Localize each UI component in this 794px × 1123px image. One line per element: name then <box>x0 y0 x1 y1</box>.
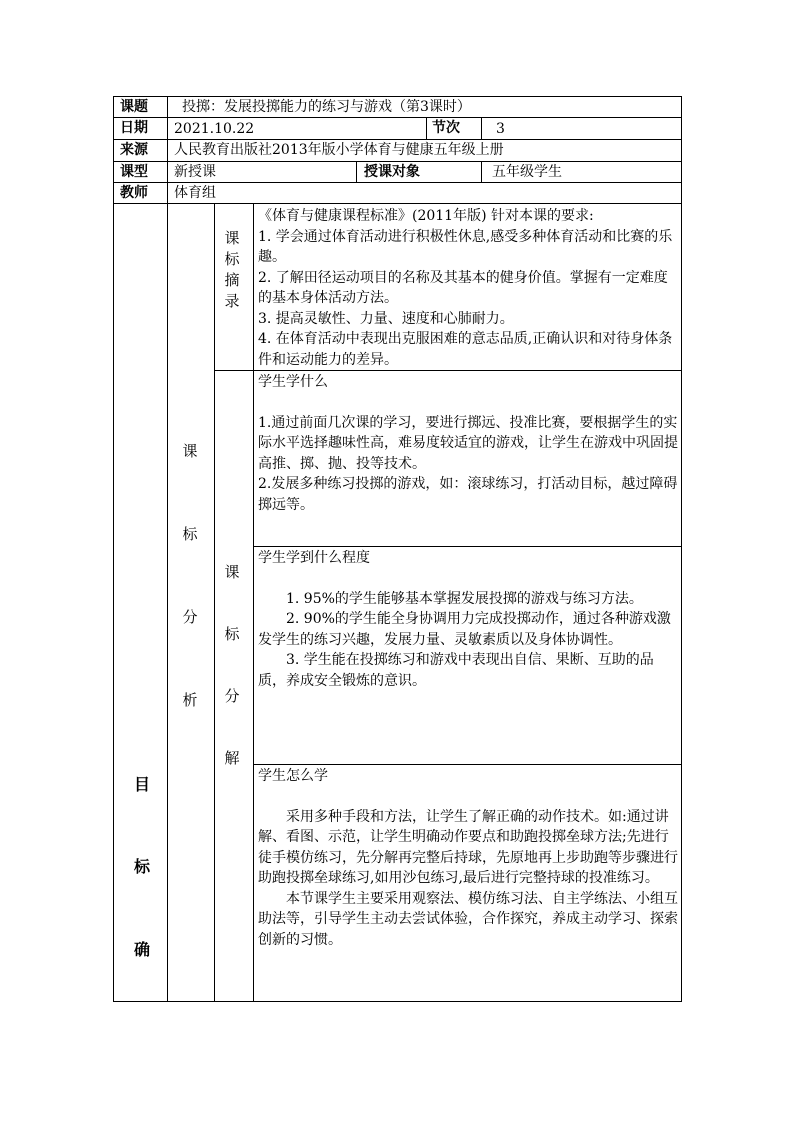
goal-char-3: 确 <box>133 940 150 959</box>
period-value: 3 <box>496 121 505 137</box>
date-label: 日期 <box>120 120 148 136</box>
type-label: 课型 <box>120 164 148 180</box>
analysis-char-3: 分 <box>182 608 198 626</box>
paragraph: 2.发展多种练习投掷的游戏，如：滚球练习，打活动目标，越过障碍掷远等。 <box>258 476 678 513</box>
col-divider <box>356 161 357 182</box>
paragraph: 1.通过前面几次课的学习，要进行掷远、投准比赛，要根据学生的实际水平选择趣味性高，难易度较适宜的游戏，让学生在游戏中巩固提高推、掷、抛、投等技术。 <box>258 414 678 472</box>
analysis-char-4: 析 <box>182 691 198 709</box>
goal-char-1: 目 <box>133 775 150 794</box>
excerpt-line: 3. 提高灵敏性、力量、速度和心肺耐力。 <box>258 310 514 327</box>
paragraph: 1. 95%的学生能够基本掌握发展投掷的游戏与练习方法。 <box>286 590 643 607</box>
excerpt-line: 1. 学会通过体育活动进行积极性休息,感受多种体育活动和比赛的乐趣。 <box>258 228 673 265</box>
col-divider <box>214 203 215 1002</box>
analysis-char-1: 课 <box>182 442 198 460</box>
audience-value: 五年级学生 <box>492 164 562 180</box>
excerpt-line: 《体育与健康课程标准》(2011年版) 针对本课的要求: <box>258 208 594 224</box>
teacher-label: 教师 <box>120 185 148 201</box>
col-divider <box>481 117 482 139</box>
decompose-char-2: 标 <box>224 625 240 643</box>
col-divider <box>167 96 168 1002</box>
analysis-char-2: 标 <box>182 525 198 543</box>
col-divider <box>426 117 427 139</box>
what-to-learn-section <box>258 372 678 515</box>
row-divider <box>113 161 682 162</box>
section-heading: 学生学到什么程度 <box>258 550 370 566</box>
col-divider <box>253 203 254 1002</box>
source-value: 人民教育出版社2013年版小学体育与健康五年级上册 <box>174 142 504 158</box>
audience-label: 授课对象 <box>364 164 420 180</box>
col-divider <box>481 161 482 182</box>
type-value: 新授课 <box>174 164 216 180</box>
excerpt-char-4: 录 <box>224 292 240 310</box>
decompose-char-1: 课 <box>224 563 240 581</box>
row-divider <box>113 203 682 204</box>
excerpt-block <box>258 206 678 370</box>
section-heading: 学生怎么学 <box>258 768 328 784</box>
paragraph: 采用多种手段和方法，让学生了解正确的动作技术。如:通过讲解、看图、示范，让学生明确动作要点和助跑投掷垒球方法;先进行徒手模仿练习，先分解再完整后持球，先原地再上步助跑等步骤进行助跑投掷垒球练习,如用沙包练习,最后进行完整持球的投准练习。 <box>258 808 678 886</box>
how-to-learn-section <box>258 766 678 950</box>
excerpt-line: 2. 了解田径运动项目的名称及其基本的健身价值。掌握有一定难度的基本身体活动方法。 <box>258 269 668 306</box>
row-divider <box>214 370 682 371</box>
goal-char-2: 标 <box>133 857 150 876</box>
row-divider <box>113 117 682 118</box>
date-value: 2021.10.22 <box>174 121 255 137</box>
source-label: 来源 <box>120 142 148 158</box>
teacher-value: 体育组 <box>174 185 216 201</box>
period-label: 节次 <box>432 120 460 136</box>
row-divider <box>113 139 682 140</box>
excerpt-line: 4. 在体育活动中表现出克服困难的意志品质,正确认识和对待身体条件和运动能力的差异。 <box>258 331 673 368</box>
excerpt-char-2: 标 <box>224 250 240 268</box>
paragraph: 2. 90%的学生能全身协调用力完成投掷动作，通过各种游戏激发学生的练习兴趣，发展力量、灵敏素质以及身体协调性。 <box>258 611 671 648</box>
row-divider <box>253 764 682 765</box>
topic-label: 课题 <box>120 99 148 115</box>
excerpt-char-3: 摘 <box>224 271 240 289</box>
section-heading: 学生学什么 <box>258 374 328 390</box>
decompose-char-4: 解 <box>224 749 240 767</box>
row-divider <box>253 546 682 547</box>
row-divider <box>113 182 682 183</box>
topic-value: 投掷：发展投掷能力的练习与游戏（第3课时） <box>182 99 471 115</box>
paragraph: 3. 学生能在投掷练习和游戏中表现出自信、果断、互助的品质，养成安全锻炼的意识。 <box>258 652 654 689</box>
decompose-char-3: 分 <box>224 687 240 705</box>
excerpt-char-1: 课 <box>224 229 240 247</box>
paragraph: 本节课学生主要采用观察法、模仿练习法、自主学练法、小组互助法等，引导学生主动去尝试体验，合作探究，养成主动学习、探索创新的习惯。 <box>258 890 678 948</box>
degree-section <box>258 548 678 691</box>
